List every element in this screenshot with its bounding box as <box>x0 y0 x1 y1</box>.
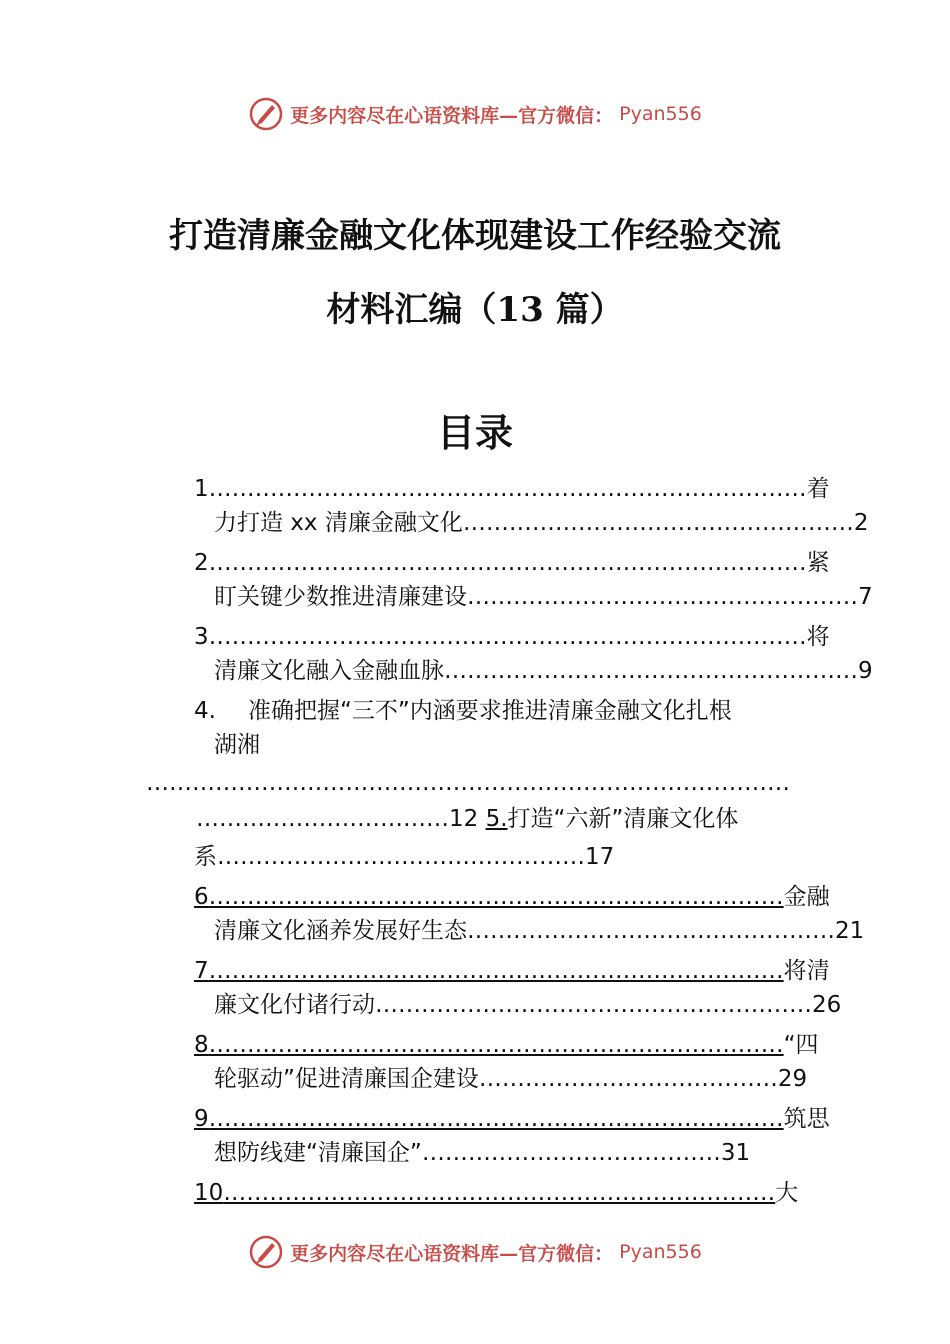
watermark-text-footer: 更多内容尽在心语资料库—官方微信： <box>290 1242 614 1265</box>
toc-entry-1-line2[interactable]: 力打造 xx 清廉金融文化……………………………………………2 <box>214 510 869 536</box>
toc-entry-9-line1[interactable]: 9…………………………………………………………………筑思 <box>194 1106 830 1132</box>
toc-entry-4-leader: ………………………………………………………………………… <box>146 770 790 796</box>
toc-entry-10-line1[interactable]: 10………………………………………………………………大 <box>194 1180 799 1206</box>
watermark-wechat-id: Pyan556 <box>619 103 702 125</box>
toc-entry-4-5-line[interactable]: ……………………………12 5.打造“六新”清廉文化体 <box>196 806 739 832</box>
toc-entry-7-line1[interactable]: 7…………………………………………………………………将清 <box>194 958 830 984</box>
toc-entry-6-line2[interactable]: 清廉文化涵养发展好生态…………………………………………21 <box>214 918 865 944</box>
toc-entry-2-line2[interactable]: 盯关键少数推进清廉建设……………………………………………7 <box>214 584 873 610</box>
toc-entry-8-line2[interactable]: 轮驱动”促进清廉国企建设…………………………………29 <box>214 1066 808 1092</box>
toc-entry-2-line1[interactable]: 2……………………………………………………………………紧 <box>194 550 830 576</box>
toc-entry-3-line2[interactable]: 清廉文化融入金融血脉………………………………………………9 <box>214 658 873 684</box>
watermark-wechat-id-footer: Pyan556 <box>619 1241 702 1263</box>
pen-seal-icon <box>248 96 284 132</box>
toc-entry-8-line1[interactable]: 8…………………………………………………………………“四 <box>194 1032 819 1058</box>
toc-heading: 目录 <box>436 410 513 455</box>
toc-entry-9-line2[interactable]: 想防线建“清廉国企”…………………………………31 <box>214 1140 751 1166</box>
footer-watermark <box>0 1234 950 1270</box>
pen-seal-icon <box>248 1234 284 1270</box>
document-title-line1: 打造清廉金融文化体现建设工作经验交流 <box>169 216 781 256</box>
toc-entry-5-title: 打造“六新”清廉文化体 <box>507 806 739 832</box>
toc-entry-6-line1[interactable]: 6…………………………………………………………………金融 <box>194 884 830 910</box>
toc-entry-1-line1[interactable]: 1……………………………………………………………………着 <box>194 476 830 502</box>
watermark-text: 更多内容尽在心语资料库—官方微信： <box>290 104 614 127</box>
toc-entry-4-line1[interactable]: 4. 准确把握“三不”内涵要求推进清廉金融文化扎根 <box>194 698 732 724</box>
document-title-line2: 材料汇编（13 篇） <box>326 290 624 330</box>
toc-entry-3-line1[interactable]: 3……………………………………………………………………将 <box>194 624 830 650</box>
toc-entry-7-line2[interactable]: 廉文化付诸行动…………………………………………………26 <box>214 992 842 1018</box>
toc-entry-5-number: 5. <box>485 806 508 832</box>
toc-entry-4-line2[interactable]: 湖湘 <box>214 732 260 758</box>
header-watermark <box>0 96 950 132</box>
toc-entry-4-page: 12 <box>449 806 479 832</box>
toc-entry-5-line2[interactable]: 系…………………………………………17 <box>194 844 615 870</box>
